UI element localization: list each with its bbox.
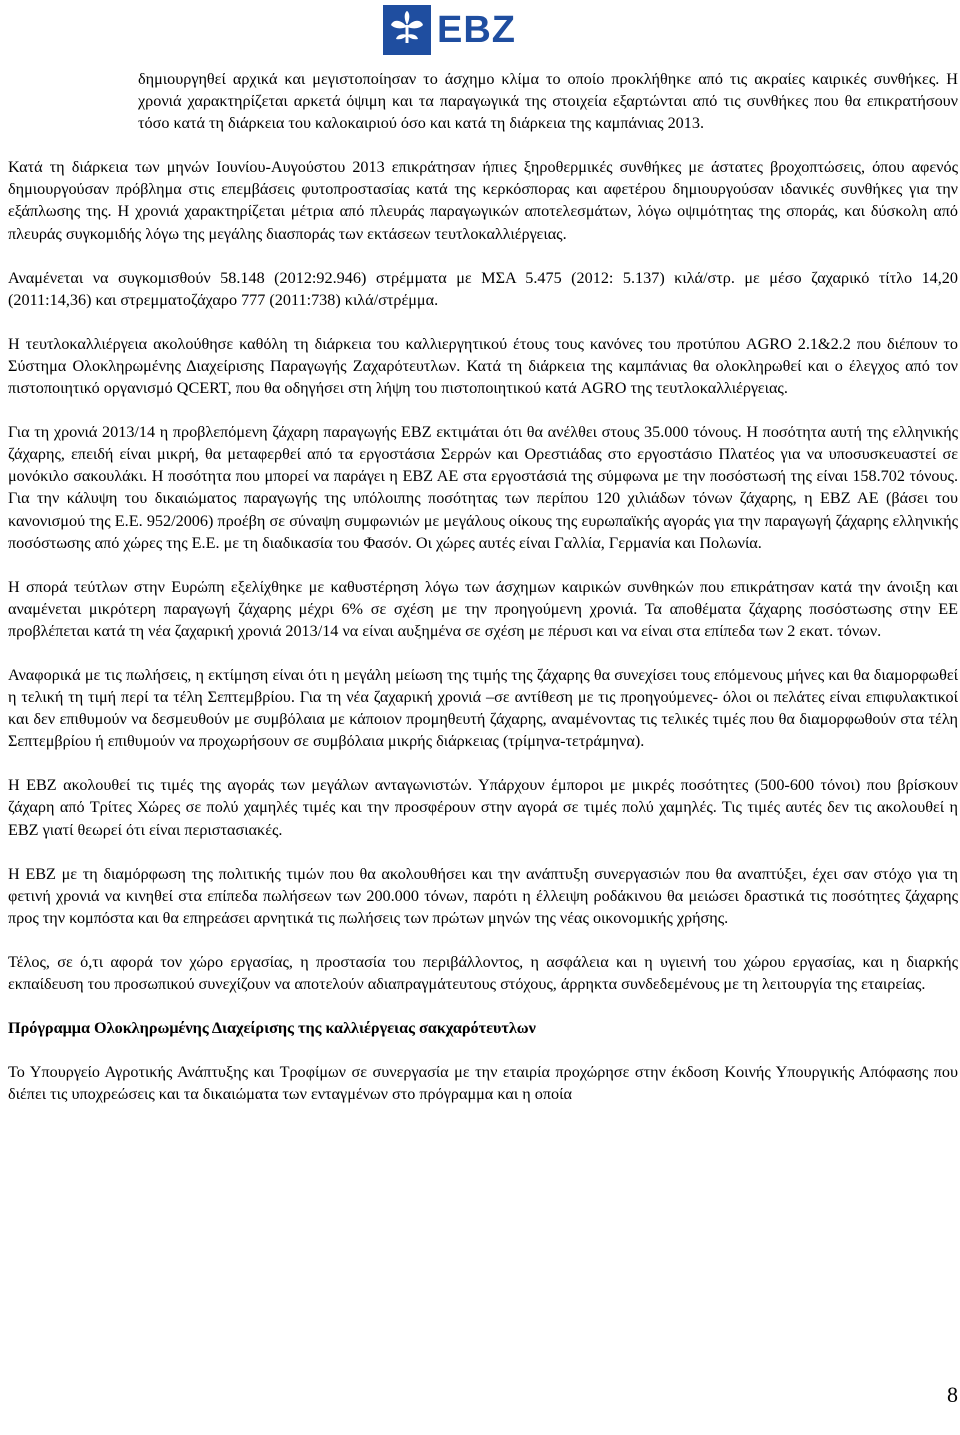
page-number: 8 — [947, 1382, 958, 1407]
paragraph-6: Αναφορικά με τις πωλήσεις, η εκτίμηση είναι ότι η μεγάλη μείωση της τιμής της ζάχαρης θα συνεχίσει τους επόμενους μήνες και θα διαμορφωθεί η τελική τη τιμή περί τα τέλη Σεπτεμβρίου. Για τη νέα ζαχαρική χρονιά –σε αντίθεση με τις προηγούμενες- όλοι οι πελάτες είναι επιφυλακτικοί και δεν επιθυμούν να δεσμευθούν με συμβόλαια με κάποιον προμηθευτή ζάχαρης, αναμένοντας τις τελικές τιμές που θα διαμορφωθούν στα τέλη Σεπτεμβρίου ή επιθυμούν να προχωρήσουν σε συμβόλαια μικρής διάρκειας (τρίμηνα-τετράμηνα). — [8, 665, 958, 751]
paragraph-9: Τέλος, σε ό,τι αφορά τον χώρο εργασίας, η προστασία του περιβάλλοντος, η ασφάλεια και η υγιεινή του χώρου εργασίας, και η διαρκής εκπαίδευση του προσωπικού συνεχίζουν να αποτελούν αδιαπραγμάτευτους στόχους, άρρηκτα συνδεδεμένους με τη λειτουργία της εταιρείας. — [8, 952, 958, 993]
paragraph-10: Το Υπουργείο Αγροτικής Ανάπτυξης και Τροφίμων σε συνεργασία με την εταιρία προχώρησε στην έκδοση Κοινής Υπουργικής Απόφασης που διέπει τις υποχρεώσεις και τα δικαιώματα των ενταγμένων στο πρόγραμμα και η οποία — [8, 1063, 958, 1104]
ebz-logo — [383, 4, 537, 56]
section-heading: Πρόγραμμα Ολοκληρωμένης Διαχείρισης της καλλιέργειας σακχαρότευτλων — [8, 1019, 536, 1038]
logo-text: EBZ — [437, 8, 516, 51]
ebz-flower-emblem-icon — [383, 5, 431, 55]
paragraph-1: Κατά τη διάρκεια των μηνών Ιουνίου-Αυγούστου 2013 επικράτησαν ήπιες ξηροθερμικές συνθήκες με άστατες βροχοπτώσεις, όπου αφενός δημιουργούσαν πρόβλημα στις επεμβάσεις φυτοπροστασίας κατά της κερκόσπορας και αφετέρου δημιουργούσαν ιδανικές συνθήκες για την εξάπλωσης της. Η χρονιά χαρακτηρίζεται μέτρια από πλευράς παραγωγικών αποτελεσμάτων, λόγω οψιμότητας της σποράς, και δύσκολη από πλευράς συγκομιδής λόγω της μεγάλης διασποράς των εκτάσεων τευτλοκαλλιέργειας. — [8, 158, 958, 243]
paragraph-4: Για τη χρονιά 2013/14 η προβλεπόμενη ζάχαρη παραγωγής ΕΒΖ εκτιμάται ότι θα ανέλθει στους 35.000 τόνους. Η ποσότητα αυτή της ελληνικής ζάχαρης, επειδή είναι μικρή, θα μεταφερθεί από τα εργοστάσια Σερρών και Ορεστιάδας στο εργοστάσιο Πλατέος για να υποσυσκευαστεί σε μονόκιλο σακουλάκι. Η ποσότητα που μπορεί να παράγει η ΕΒΖ ΑΕ στα εργοστάσιά της σύμφωνα με την ποσόστωσή της είναι 158.702 τόνους. Για την κάλυψη του δικαιώματος παραγωγής της υπόλοιπης ποσότητας των περίπου 120 χιλιάδων τόνων ζάχαρης, η ΕΒΖ ΑΕ (βάσει του κανονισμού της Ε.Ε. 952/2006) προέβη σε σύναψη συμφωνιών με μεγάλους οίκους της ευρωπαϊκής αγοράς για την παραγωγή ζάχαρης ελληνικής ποσόστωσης από χώρες της Ε.Ε. με τη διαδικασία του Φασόν. Οι χώρες αυτές είναι Γαλλία, Γερμανία και Πολωνία. — [8, 423, 958, 552]
paragraph-2: Αναμένεται να συγκομισθούν 58.148 (2012:92.946) στρέμματα με ΜΣΑ 5.475 (2012: 5.137) κιλά/στρ. με μέσο ζαχαρικό τίτλο 14,20 (2011:14,36) και στρεμματοζάχαρο 777 (2011:738) κιλά/στρέμμα. — [8, 268, 958, 309]
document-body — [8, 68, 958, 1105]
paragraph-8: Η ΕΒΖ με τη διαμόρφωση της πολιτικής τιμών που θα ακολουθήσει και την ανάπτυξη συνεργασιών που θα αναπτύξει, έχει σαν στόχο για τη φετινή χρονιά να κινηθεί στα επίπεδα πωλήσεων των 200.000 τόνων, παρότι η έλλειψη ροδάκινου θα μειώσει δραστικά τις ποσότητες ζάχαρης προς την κομπόστα και θα επηρεάσει αρνητικά τις πωλήσεις των πρώτων μηνών της νέας οικονομικής χρήσης. — [8, 864, 958, 927]
paragraph-7: Η ΕΒΖ ακολουθεί τις τιμές της αγοράς των μεγάλων ανταγωνιστών. Υπάρχουν έμποροι με μικρές ποσότητες (500-600 τόνοι) που βρίσκουν ζάχαρη από Τρίτες Χώρες σε πολύ χαμηλές τιμές και την προσφέρουν στην αγορά σε τιμές πολύ χαμηλές. Τις τιμές αυτές δεν τις ακολουθεί η ΕΒΖ γιατί θεωρεί ότι είναι περιστασιακές. — [8, 776, 958, 839]
continued-paragraph-block — [138, 68, 958, 134]
paragraph-3: Η τευτλοκαλλιέργεια ακολούθησε καθόλη τη διάρκεια του καλλιεργητικού έτους τους κανόνες του προτύπου AGRO 2.1&2.2 που διέπουν το Σύστημα Ολοκληρωμένης Διαχείρισης Παραγωγής Ζαχαρότευτλων. Κατά τη διάρκεια της καμπάνιας θα ολοκληρωθεί και ο έλεγχος από τον πιστοποιητικό οργανισμό QCERT, που θα οδηγήσει στη λήψη του πιστοποιητικού κατά AGRO της τευτλοκαλλιέργειας. — [8, 334, 958, 398]
paragraph-5: Η σπορά τεύτλων στην Ευρώπη εξελίχθηκε με καθυστέρηση λόγω των άσχημων καιρικών συνθηκών που επικράτησαν κατά την άνοιξη και αναμένεται μικρότερη παραγωγή ζάχαρης μέχρι 6% σε σχέση με την προηγούμενη χρονιά. Τα αποθέματα ζάχαρης ποσόστωσης στην ΕΕ προβλέπεται κατά τη νέα ζαχαρική χρονιά 2013/14 να είναι αυξημένα σε σχέση με πέρυσι και να είναι στα επίπεδα των 2 εκατ. τόνων. — [8, 577, 958, 640]
paragraph-0: δημιουργηθεί αρχικά και μεγιστοποίησαν το άσχημο κλίμα το οποίο προκλήθηκε από τις ακραίες καιρικές συνθήκες. Η χρονιά χαρακτηρίζεται αρκετά όψιμη και τα παραγωγικά της στοιχεία εξαρτώνται από τις συνθήκες που θα επικρατήσουν τόσο κατά τη διάρκεια του καλοκαιριού όσο και κατά τη διάρκεια της καμπάνιας 2013. — [138, 70, 958, 133]
